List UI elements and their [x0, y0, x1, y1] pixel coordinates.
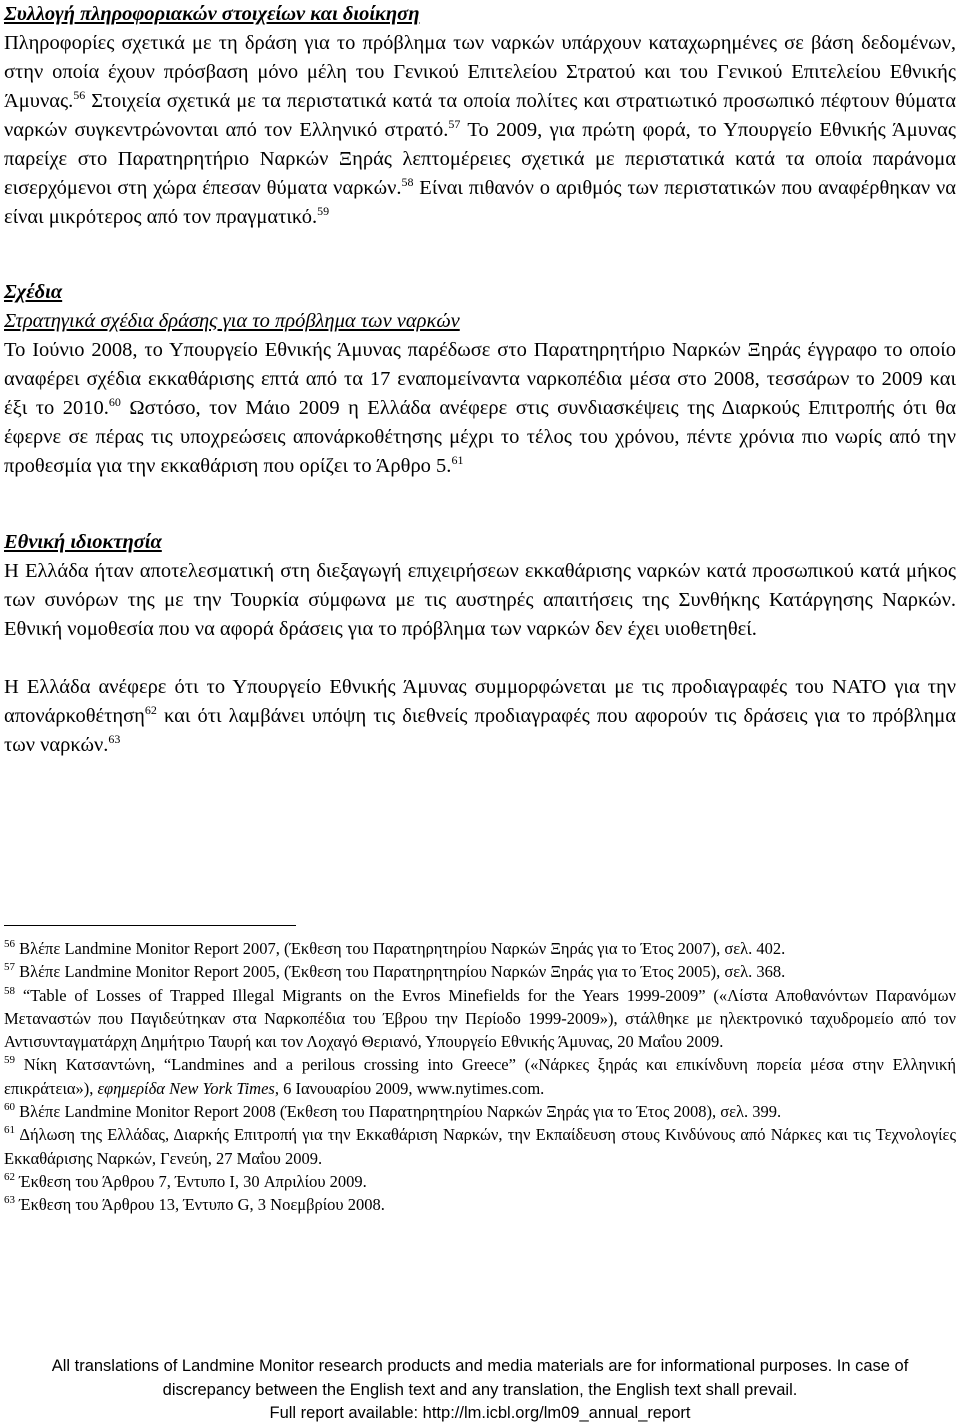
footnote	[4, 960, 956, 983]
footnote	[4, 984, 956, 1054]
footer-report-link[interactable]: Full report available: http://lm.icbl.org/lm09_annual_report	[269, 1404, 691, 1422]
paragraph-text: Το 2009, για πρώτη φορά, το Υπουργείο Εθνικής Άμυνας παρείχε στο Παρατηρητήριο Ναρκών Ξηράς λεπτομέρειες σχετικά με περιστατικά κατά τα οποία παράνομα εισερχόμενοι στη χώρα έπεσαν θύματα ναρκών.	[4, 119, 956, 199]
footnote-number: 59	[4, 1054, 15, 1067]
paragraph-text: Η Ελλάδα ανέφερε ότι το Υπουργείο Εθνικής Άμυνας συμμορφώνεται με τις προδιαγραφές του ΝΑΤΟ για την απονάρκοθέτηση	[4, 676, 956, 727]
footnote-text: Βλέπε Landmine Monitor Report 2008 (Έκθεση του Παρατηρητηρίου Ναρκών Ξηράς για το Έτος 2008), σελ. 399.	[15, 1102, 782, 1122]
body-paragraph	[4, 673, 956, 760]
footnote	[4, 1053, 956, 1100]
footnote-number: 61	[4, 1124, 15, 1137]
footnote-number: 60	[4, 1101, 15, 1114]
section-plans	[4, 278, 956, 481]
footnote-text: Βλέπε Landmine Monitor Report 2005, (Έκθεση του Παρατηρητηρίου Ναρκών Ξηράς για το Έτος 2005), σελ. 368.	[15, 962, 786, 982]
footer-line: All translations of Landmine Monitor research products and media materials are for informational purposes. In case of	[51, 1357, 909, 1375]
footnote-ref[interactable]: 62	[144, 703, 157, 717]
footnote-ref[interactable]: 58	[401, 175, 414, 189]
paragraph-text: Πληροφορίες σχετικά με τη δράση για το πρόβλημα των ναρκών υπάρχουν καταχωρημένες σε βάση δεδομένων, στην οποία έχουν πρόσβαση μόνο μέλη του Γενικού Επιτελείου Στρατού και του Γενικού Επιτελείου Εθνικής Άμυνας.	[4, 32, 956, 112]
footnotes	[4, 937, 956, 1217]
body-paragraph	[4, 29, 956, 232]
paragraph-text: Είναι πιθανόν ο αριθμός των περιστατικών που αναφέρθηκαν να είναι μικρότερος από τον πραγματικό.	[4, 177, 957, 228]
paragraph-text: Στοιχεία σχετικά με τα περιστατικά κατά τα οποία πολίτες και στρατιωτικό προσωπικό πέφτουν θύματα ναρκών συγκεντρώνονται από τον Ελληνικό στρατό.	[4, 90, 956, 141]
footnote-text: Έκθεση του Άρθρου 7, Έντυπο I, 30 Απριλίου 2009.	[15, 1171, 367, 1191]
footnote-ref[interactable]: 57	[448, 117, 461, 131]
footnote-text: Νίκη Κατσαντώνη, “Landmines and a perilous crossing into Greece” («Νάρκες ξηράς και επικίνδυνη πορεία μέσα στην Ελληνική επικράτεια»),	[4, 1055, 956, 1098]
footnote-separator	[4, 925, 296, 926]
footnote-number: 63	[4, 1194, 15, 1207]
footnote	[4, 1123, 956, 1170]
paragraph-text: και ότι λαμβάνει υπόψη τις διεθνείς προδιαγραφές που αφορούν τις δράσεις για το πρόβλημα των ναρκών.	[4, 705, 956, 756]
section-heading: Σχέδια	[4, 281, 63, 303]
footnote-text-italic: εφημερίδα New York Times	[97, 1078, 275, 1098]
paragraph-text: Ωστόσο, τον Μάιο 2009 η Ελλάδα ανέφερε στις συνδιασκέψεις της Διαρκούς Επιτροπής ότι θα έφερνε σε πέρας τις υποχρεώσεις απονάρκοθέτησης μέχρι το τέλος του χρόνου, πέντε χρόνια πιο νωρίς από την προθεσμία για την εκκαθάριση που ορίζει το Άρθρο 5.	[4, 397, 956, 477]
footnote-ref[interactable]: 56	[73, 88, 86, 102]
paragraph-text: Το Ιούνιο 2008, το Υπουργείο Εθνικής Άμυνας παρέδωσε στο Παρατηρητήριο Ναρκών Ξηράς έγγραφο το οποίο αναφέρει σχέδια εκκαθάρισης επτά από τα 17 εναπομείναντα ναρκοπέδια μέσα στο 2008, τεσσάρων το 2009 και έξι το 2010.	[4, 339, 956, 419]
footnote-text: Βλέπε Landmine Monitor Report 2007, (Έκθεση του Παρατηρητηρίου Ναρκών Ξηράς για το Έτος 2007), σελ. 402.	[15, 939, 786, 958]
footnote-text: Δήλωση της Ελλάδας, Διαρκής Επιτροπή για την Εκκαθάριση Ναρκών, την Εκπαίδευση στους Κινδύνους από Νάρκες και τις Τεχνολογίες Εκκαθάρισης Ναρκών, Γενεύη, 27 Μαΐου 2009.	[4, 1125, 956, 1168]
footnote-number: 62	[4, 1170, 15, 1183]
section-national-ownership	[4, 528, 956, 760]
footnote	[4, 1193, 956, 1216]
footnote	[4, 937, 956, 960]
section-heading: Συλλογή πληροφοριακών στοιχείων και διοίκηση	[4, 3, 420, 25]
section-information-management	[4, 0, 956, 232]
page-footer	[0, 1355, 960, 1426]
section-heading: Εθνική ιδιοκτησία	[4, 531, 162, 553]
section-subheading: Στρατηγικά σχέδια δράσης για το πρόβλημα των ναρκών	[4, 310, 460, 332]
footnote-ref[interactable]: 63	[108, 732, 121, 746]
footnote	[4, 1170, 956, 1193]
footnote-ref[interactable]: 59	[317, 204, 330, 218]
footnote-ref[interactable]: 60	[108, 395, 121, 409]
body-paragraph: Η Ελλάδα ήταν αποτελεσματική στη διεξαγωγή επιχειρήσεων εκκαθάρισης ναρκών κατά προσωπικού κατά μήκος των συνόρων της με την Τουρκία σύμφωνα με τις αυστηρές απαιτήσεις της Συνθήκης Κατάργησης Ναρκών. Εθνική νομοθεσία που να αφορά δράσεις για το πρόβλημα των ναρκών δεν έχει υιοθετηθεί.	[4, 560, 956, 640]
footnote-number: 56	[4, 938, 15, 950]
footnote-text: “Table of Losses of Trapped Illegal Migrants on the Evros Minefields for the Years 1999-2009” («Λίστα Αποθανόντων Παρανόμων Μεταναστών που Παγιδεύτηκαν στα Ναρκοπέδια του Έβρου την Περίοδο 1999-2009»), στάλθηκε με ηλεκτρονικό ταχυδρομείο από τον Αντισυνταγματάρχη Δημήτριο Ταυρή και τον Λοχαγό Θεριανό, Υπουργείο Εθνικής Άμυνας, 20 Μαΐου 2009.	[4, 985, 956, 1052]
footnote	[4, 1100, 956, 1123]
body-paragraph	[4, 336, 956, 481]
footnote-number: 58	[4, 984, 15, 997]
footnote-text: Έκθεση του Άρθρου 13, Έντυπο G, 3 Νοεμβρίου 2008.	[15, 1195, 385, 1215]
footer-line: discrepancy between the English text and any translation, the English text shall prevail.	[162, 1380, 798, 1399]
footnote-text: , 6 Ιανουαρίου 2009, www.nytimes.com.	[274, 1078, 545, 1098]
footnote-number: 57	[4, 961, 15, 974]
footnote-ref[interactable]: 61	[451, 453, 464, 467]
